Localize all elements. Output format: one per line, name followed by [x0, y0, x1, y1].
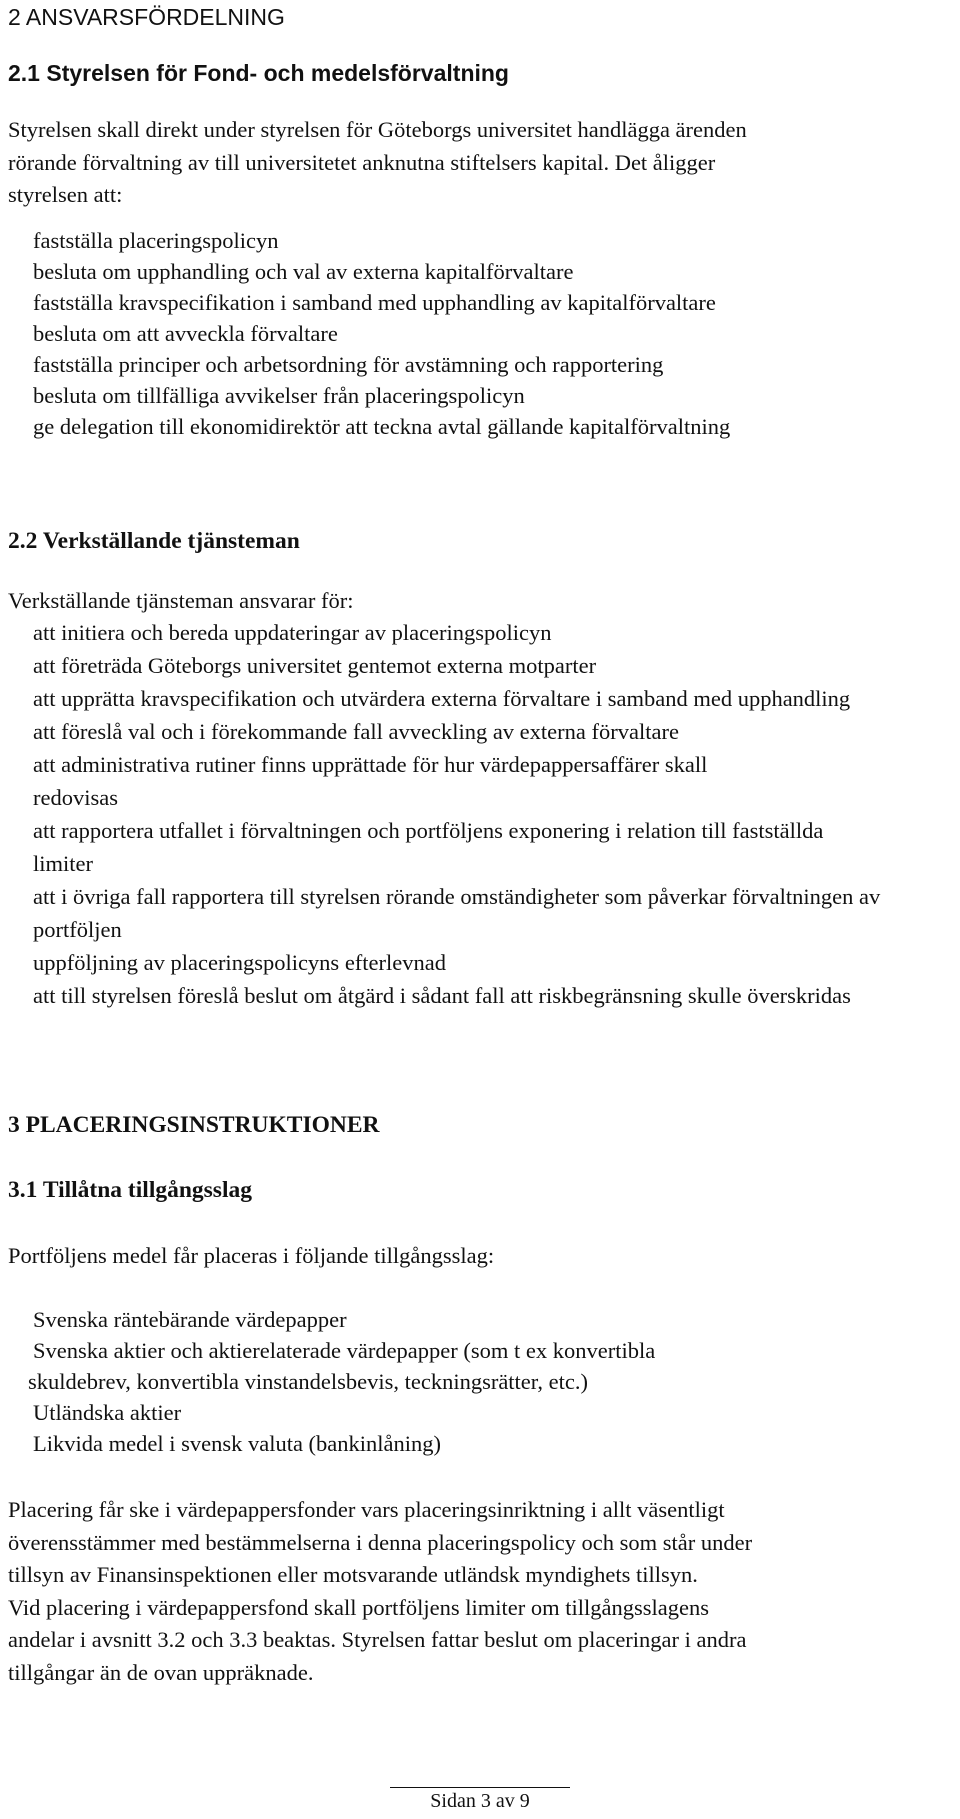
asset-classes-list: [28, 1304, 656, 1459]
intro-line: Styrelsen skall direkt under styrelsen för Göteborgs universitet handlägga ärenden: [8, 117, 747, 142]
list-item: Likvida medel i svensk valuta (bankinlåning): [33, 1431, 442, 1456]
list-item: fastställa principer och arbetsordning för avstämning och rapportering: [33, 352, 664, 377]
list-item: att i övriga fall rapportera till styrelsen rörande omständigheter som påverkar förvaltningen av portföljen: [33, 884, 881, 942]
list-item: att upprätta kravspecifikation och utvärdera externa förvaltare i samband med upphandling: [33, 686, 851, 711]
list-item: skuldebrev, konvertibla vinstandelsbevis, teckningsrätter, etc.): [28, 1369, 588, 1394]
section-2-1-heading: 2.1 Styrelsen för Fond- och medelsförvaltning: [8, 60, 509, 86]
list-item: att föreslå val och i förekommande fall avveckling av externa förvaltare: [33, 719, 679, 744]
list-item: fastställa kravspecifikation i samband med upphandling av kapitalförvaltare: [33, 290, 716, 315]
section-3-1-intro: Portföljens medel får placeras i följande tillgångsslag:: [8, 1243, 495, 1268]
list-item: att rapportera utfallet i förvaltningen och portföljens exponering i relation till fastställda limiter: [33, 818, 824, 876]
list-item: att initiera och bereda uppdateringar av placeringspolicyn: [33, 620, 552, 645]
officer-duties-list: [33, 616, 933, 1012]
list-item: besluta om upphandling och val av externa kapitalförvaltare: [33, 259, 574, 284]
page-number: Sidan 3 av 9: [430, 1790, 530, 1812]
paragraph-line: överensstämmer med bestämmelserna i denna placeringspolicy och som står under: [8, 1529, 753, 1555]
paragraph-line: andelar i avsnitt 3.2 och 3.3 beaktas. Styrelsen fattar beslut om placeringar i andra: [8, 1627, 747, 1652]
list-item: besluta om tillfälliga avvikelser från placeringspolicyn: [33, 383, 525, 408]
list-item: uppföljning av placeringspolicyns efterlevnad: [33, 950, 446, 975]
paragraph-line: Placering får ske i värdepappersfonder vars placeringsinriktning i allt väsentligt: [8, 1497, 725, 1522]
list-item: Utländska aktier: [33, 1400, 182, 1425]
section-3-1-heading: 3.1 Tillåtna tillgångsslag: [8, 1177, 252, 1203]
list-item: Svenska räntebärande värdepapper: [33, 1307, 347, 1332]
section-2-2-intro: Verkställande tjänsteman ansvarar för:: [8, 588, 354, 613]
section-2-heading: 2 ANSVARSFÖRDELNING: [8, 4, 285, 30]
list-item: att företräda Göteborgs universitet gentemot externa motparter: [33, 653, 597, 678]
list-item: att till styrelsen föreslå beslut om åtgärd i sådant fall att riskbegränsning skulle överskridas: [33, 983, 851, 1008]
section-2-2-heading: 2.2 Verkställande tjänsteman: [8, 528, 300, 554]
list-item: besluta om att avveckla förvaltare: [33, 321, 338, 346]
list-item: Svenska aktier och aktierelaterade värdepapper (som t ex konvertibla: [33, 1338, 656, 1363]
list-item: att administrativa rutiner finns upprättade för hur värdepappersaffärer skall redovisas: [33, 752, 708, 810]
list-item: fastställa placeringspolicyn: [33, 228, 279, 253]
intro-line: rörande förvaltning av till universitetet anknutna stiftelsers kapital. Det åligger: [8, 149, 716, 175]
fund-placement-paragraph: [8, 1494, 752, 1689]
list-item: ge delegation till ekonomidirektör att teckna avtal gällande kapitalförvaltning: [33, 414, 731, 439]
paragraph-line: tillsyn av Finansinspektionen eller motsvarande utländsk myndighets tillsyn.: [8, 1562, 698, 1587]
intro-line: styrelsen att:: [8, 182, 123, 207]
section-3-heading: 3 PLACERINGSINSTRUKTIONER: [8, 1112, 380, 1138]
paragraph-line: Vid placering i värdepappersfond skall portföljens limiter om tillgångsslagens: [8, 1594, 709, 1620]
footer-divider: [390, 1787, 570, 1788]
board-duties-list: [33, 225, 730, 442]
section-2-1-intro: [8, 114, 747, 212]
paragraph-line: tillgångar än de ovan uppräknade.: [8, 1659, 314, 1685]
